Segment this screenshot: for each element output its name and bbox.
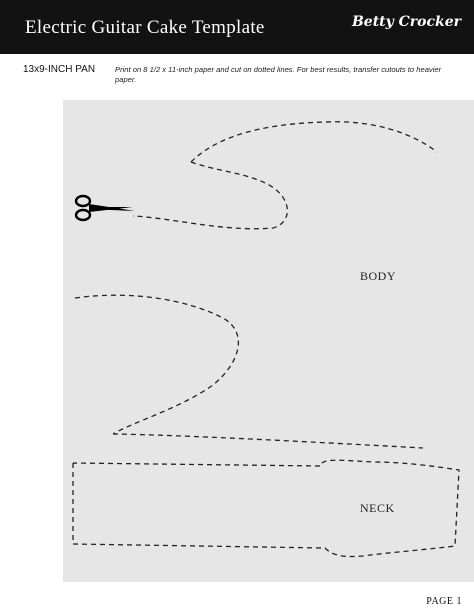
neck-cut-line [73, 460, 459, 556]
brand-logo: Betty Crocker [351, 14, 461, 30]
cutout-drawing [63, 100, 474, 582]
instructions-text: Print on 8 1/2 x 11-inch paper and cut on dotted lines. For best results, transfer cutouts to heavier paper. [115, 65, 442, 84]
body-upper-horn-inner-cut-line [133, 162, 287, 229]
scissors-icon [76, 196, 135, 220]
pan-size-label: 13x9-INCH PAN [23, 64, 96, 75]
body-lower-tail-cut-line [113, 434, 423, 448]
page-title: Electric Guitar Cake Template [25, 17, 265, 38]
body-label: BODY [360, 269, 397, 283]
cutout-template [63, 100, 474, 582]
header-bar [0, 0, 474, 54]
neck-label: NECK [360, 501, 395, 515]
page-number: PAGE 1 [426, 596, 462, 607]
body-lower-cut-line [75, 295, 238, 434]
body-upper-horn-cut-line [191, 122, 437, 162]
